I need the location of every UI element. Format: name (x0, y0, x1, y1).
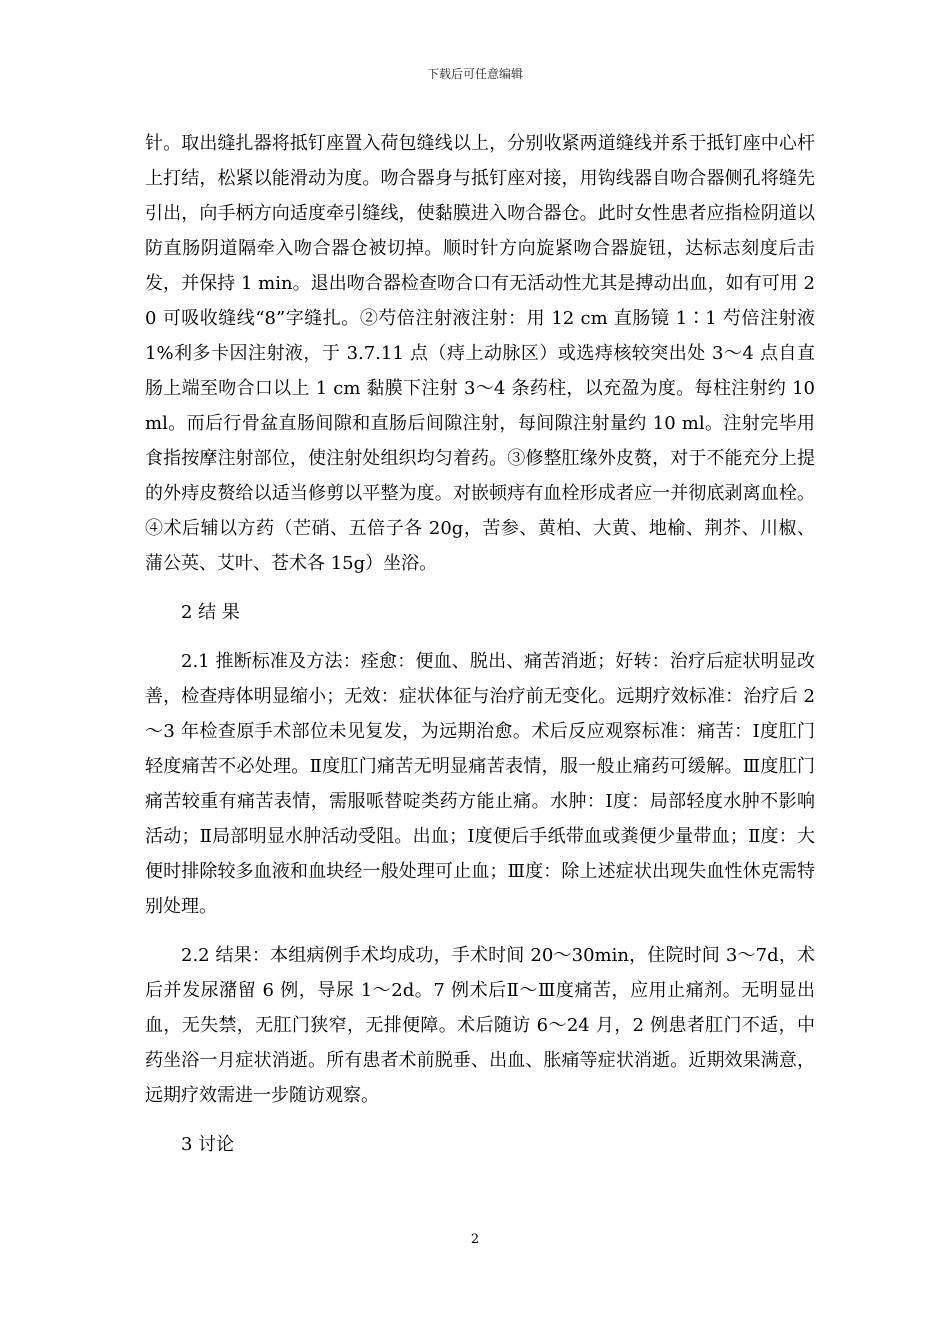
spacer (145, 581, 815, 595)
paragraph-results: 2.2 结果：本组病例手术均成功，手术时间 20～30min，住院时间 3～7d，术后并发尿潴留 6 例，导尿 1～2d。7 例术后Ⅱ～Ⅲ度痛苦，应用止痛剂。无明显出血，无失禁，无肛门狭窄，无排便障。术后随访 6～24 月，2 例患者肛门不适，中药坐浴一月症状消逝。所有患者术前脱垂、出血、胀痛等症状消逝。近期效果满意，远期疗效需进一步随访观察。 (145, 945, 815, 1106)
spacer (145, 630, 815, 644)
spacer (145, 1113, 815, 1127)
spacer (145, 924, 815, 938)
paragraph-procedure: 针。取出缝扎器将抵钉座置入荷包缝线以上，分别收紧两道缝线并系于抵钉座中心杆上打结，松紧以能滑动为度。吻合器身与抵钉座对接，用钩线器自吻合器侧孔将缝先引出，向手柄方向适度牵引缝线，使黏膜进入吻合器仓。此时女性患者应指检阴道以防直肠阴道隔牵入吻合器仓被切掉。顺时针方向旋紧吻合器旋钮，达标志刻度后击发，并保持 1 min。退出吻合器检查吻合口有无活动性尤其是搏动出血，如有可用 20 可吸收缝线“8”字缝扎。②芍倍注射液注射：用 12 cm 直肠镜 1∶1 芍倍注射液 1%利多卡因注射液，于 3.7.11 点（痔上动脉区）或选痔核较突出处 3～4 点自直肠上端至吻合口以上 1 cm 黏膜下注射 3～4 条药柱，以充盈为度。每柱注射约 10 ml。而后行骨盆直肠间隙和直肠后间隙注射，每间隙注射量约 10 ml。注射完毕用食指按摩注射部位，使注射处组织均匀着药。③修整肛缘外皮赘，对于不能充分上提的外痔皮赘给以适当修剪以平整为度。对嵌顿痔有血栓形成者应一并彻底剥离血栓。④术后辅以方药（芒硝、五倍子各 20g，苦参、黄柏、大黄、地榆、荆芥、川椒、蒲公英、艾叶、苍术各 15g）坐浴。 (145, 133, 815, 574)
paragraph-criteria: 2.1 推断标准及方法：痊愈：便血、脱出、痛苦消逝；好转：治疗后症状明显改善，检查痔体明显缩小；无效：症状体征与治疗前无变化。远期疗效标准：治疗后 2～3 年检查原手术部位未见复发，为远期治愈。术后反应观察标准：痛苦：Ⅰ度肛门轻度痛苦不必处理。Ⅱ度肛门痛苦无明显痛苦表情，服一般止痛药可缓解。Ⅲ度肛门痛苦较重有痛苦表情，需服哌替啶类药方能止痛。水肿：Ⅰ度：局部轻度水肿不影响活动；Ⅱ局部明显水肿活动受阻。出血；Ⅰ度便后手纸带血或粪便少量带血；Ⅱ度：大便时排除较多血液和血块经一般处理可止血；Ⅲ度：除上述症状出现失血性休克需特别处理。 (145, 651, 815, 917)
page-number: 2 (470, 1232, 480, 1247)
page-header: 下载后可任意编辑 (426, 67, 523, 81)
section-heading-discussion: 3 讨论 (181, 1134, 235, 1155)
document-body (145, 126, 815, 1162)
section-heading-results: 2 结 果 (181, 602, 240, 623)
